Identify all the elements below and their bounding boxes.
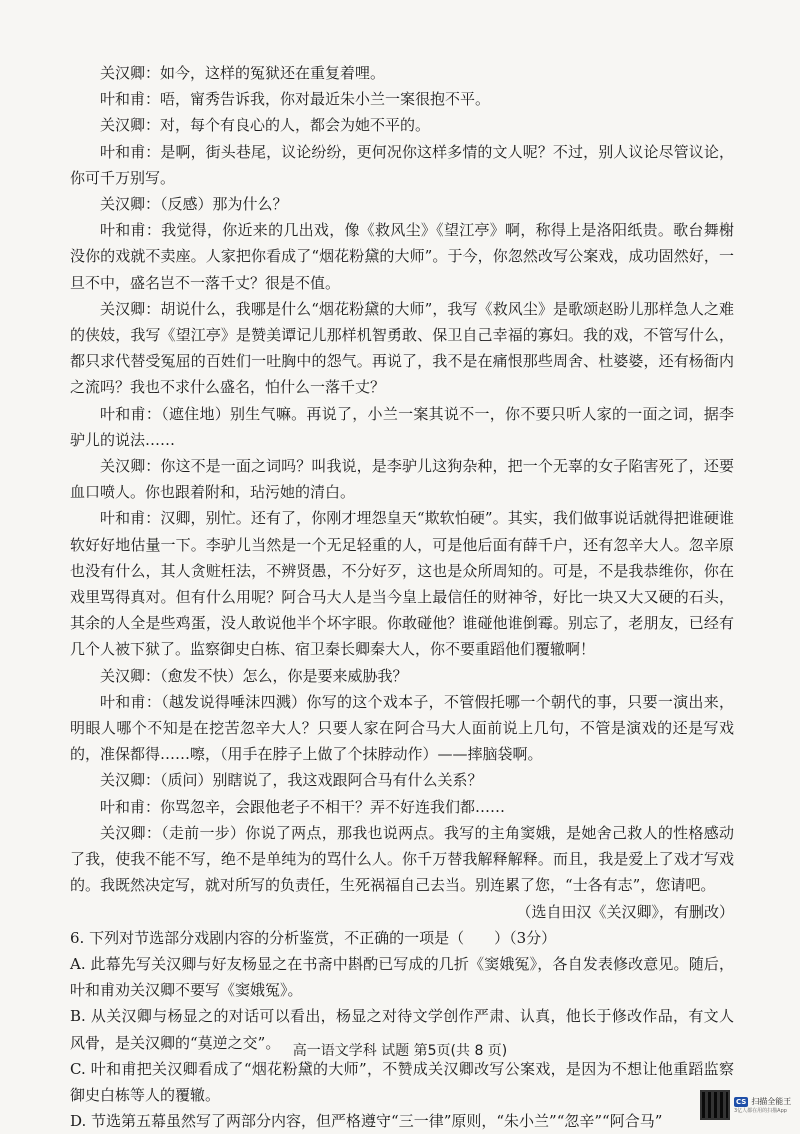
- option-text: 叶和甫把关汉卿看成了“烟花粉黛的大师”，不赞成关汉卿改写公案戏，是因为不想让他重蹈监察御史白栋等人的覆辙。: [70, 1059, 734, 1104]
- question-stem: 6. 下列对节选部分戏剧内容的分析鉴赏，不正确的一项是（ ）（3分）: [70, 928, 557, 947]
- dialogue-text: （遮住地）别生气嘛。再说了，小兰一案其说不一，你不要只听人家的一面之词，据李驴儿的说法……: [70, 404, 734, 449]
- dialogue-line: [70, 217, 734, 296]
- speaker-name: 叶和甫：: [100, 692, 162, 711]
- dialogue-text: （越发说得唾沫四溅）你写的这个戏本子，不管假托哪一个朝代的事，只要一演出来，明眼人哪个不知是在挖苦忽辛大人？只要人家在阿合马大人面前说上几句，不管是演戏的还是写戏的，准保都得……嚓，（用手在脖子上做了个抹脖动作）——摔脑袋啊。: [70, 692, 734, 764]
- source-citation: （选自田汉《关汉卿》，有删改）: [516, 902, 734, 921]
- dialogue-text: （愈发不快）怎么，你是要来威胁我？: [160, 666, 408, 685]
- speaker-name: 关汉卿：: [100, 299, 161, 318]
- dialogue-text: 汉卿，别忙。还有了，你刚才埋怨皇天“欺软怕硬”。其实，我们做事说话就得把谁硬谁软好好地估量一下。李驴儿当然是一个无足轻重的人，可是他后面有薛千户，还有忽辛大人。忽辛原也没有什么，其人贪赃枉法，不辨贤愚，不分好歹，这也是众所周知的。可是，不是我恭维你，你在戏里骂得真对。但有什么用呢？阿合马大人是当今皇上最信任的财神爷，好比一块又大又硬的石头，其余的人全是些鸡蛋，没人敢说他半个坏字眼。你敢碰他？谁碰他谁倒霉。别忘了，老朋友，已经有几个人被下狱了。监察御史白栋、宿卫秦长卿秦大人，你不要重蹈他们覆辙啊！: [70, 509, 734, 659]
- dialogue-line: [70, 689, 734, 768]
- option-text: 从关汉卿与杨显之的对话可以看出，杨显之对待文学创作严肃、认真，他长于修改作品，有文人风骨，是关汉卿的“莫逆之交”。: [70, 1007, 734, 1052]
- dialogue-line: [70, 505, 734, 662]
- dialogue-line: [70, 794, 734, 820]
- dialogue-text: 唔，甯秀告诉我，你对最近朱小兰一案很抱不平。: [160, 90, 491, 109]
- speaker-name: 叶和甫：: [100, 509, 161, 528]
- speaker-name: 叶和甫：: [100, 221, 162, 240]
- speaker-name: 关汉卿：: [100, 116, 161, 135]
- dialogue-text: 你这不是一面之词吗？叫我说，是李驴儿这狗杂种，把一个无辜的女子陷害死了，还要血口喷人。你也跟着附和，玷污她的清白。: [70, 457, 734, 502]
- speaker-name: 关汉卿：: [100, 64, 161, 82]
- speaker-name: 关汉卿：: [100, 666, 161, 685]
- dialogue-section: [70, 60, 734, 899]
- dialogue-text: （走前一步）你说了两点，那我也说两点。我写的主角窦娥，是她舍己救人的性格感动了我，使我不能不写，绝不是单纯为的骂什么人。你千万替我解释解释。而且，我是爱上了戏才写戏的。我既然决定写，就对所写的负责任，生死祸福自己去当。别连累了您，“士各有志”，您请吧。: [70, 823, 734, 895]
- dialogue-text: 你骂忽辛，会跟他老子不相干？弄不好连我们都……: [160, 797, 506, 816]
- option-text: 节选第五幕虽然写了两部分内容，但严格遵守“三一律”原则，“朱小兰”“忽辛”“阿合马”: [91, 1112, 663, 1131]
- dialogue-line: [70, 296, 734, 401]
- scanner-watermark: [700, 1087, 794, 1123]
- speaker-name: 叶和甫：: [100, 90, 161, 109]
- dialogue-line: [70, 191, 734, 217]
- speaker-name: 叶和甫：: [100, 142, 161, 161]
- dialogue-line: [70, 139, 734, 191]
- option-label: D.: [70, 1112, 87, 1131]
- dialogue-text: （反感）那为什么？: [160, 195, 288, 214]
- watermark-sub: 3亿人都在用的扫描App: [734, 1108, 787, 1114]
- dialogue-line: [70, 453, 734, 505]
- option-a: [70, 951, 734, 1003]
- dialogue-line: [70, 60, 734, 86]
- dialogue-text: 是啊，街头巷尾，议论纷纷，更何况你这样多情的文人呢？不过，别人议论尽管议论，你可千万别写。: [70, 142, 734, 187]
- dialogue-text: （质问）别瞎说了，我这戏跟阿合马有什么关系？: [160, 771, 483, 790]
- speaker-name: 关汉卿：: [100, 823, 162, 842]
- dialogue-text: 我觉得，你近来的几出戏，像《救风尘》《望江亭》啊，称得上是洛阳纸贵。歌台舞榭没你的戏就不卖座。人家把你看成了“烟花粉黛的大师”。于今，你忽然改写公案戏，成功固然好，一旦不中，盛名岂不一落千丈？很是不值。: [70, 221, 734, 292]
- qr-code-icon: [700, 1090, 730, 1120]
- dialogue-text: 如今，这样的冤狱还在重复着哩。: [160, 64, 386, 82]
- speaker-name: 关汉卿：: [100, 457, 161, 476]
- dialogue-text: 胡说什么，我哪是什么“烟花粉黛的大师”，我写《救风尘》是歌颂赵盼儿那样急人之难的侠妓，我写《望江亭》是赞美谭记儿那样机智勇敢、保卫自己幸福的寡妇。我的戏，不管写什么，都只求代替受冤屈的百姓们一吐胸中的怨气。再说了，我不是在痛恨那些周舍、杜婆婆，还有杨衙内之流吗？我也不求什么盛名，怕什么一落千丈？: [70, 299, 734, 397]
- option-text: 此幕先写关汉卿与好友杨显之在书斋中斟酌已写成的几折《窦娥冤》，各自发表修改意见。随后，叶和甫劝关汉卿不要写《窦娥冤》。: [70, 954, 734, 1000]
- option-label: B.: [70, 1007, 86, 1026]
- cs-logo-icon: CS: [736, 1097, 747, 1106]
- page-footer: 高一语文学科 试题 第5页(共 8 页): [292, 1043, 508, 1059]
- speaker-name: 叶和甫：: [100, 797, 161, 816]
- speaker-name: 叶和甫：: [100, 404, 162, 423]
- dialogue-line: [70, 820, 734, 899]
- dialogue-line: [70, 401, 734, 453]
- dialogue-line: [70, 112, 734, 138]
- option-d: [70, 1108, 734, 1134]
- speaker-name: 关汉卿：: [100, 771, 161, 790]
- option-label: A.: [70, 954, 86, 973]
- dialogue-line: [70, 86, 734, 112]
- page-content: [70, 60, 734, 1134]
- option-c: [70, 1056, 734, 1108]
- dialogue-line: [70, 663, 734, 689]
- option-label: C.: [70, 1059, 86, 1078]
- dialogue-line: [70, 767, 734, 793]
- speaker-name: 关汉卿：: [100, 195, 161, 214]
- watermark-name: 扫描全能王: [751, 1097, 792, 1106]
- dialogue-text: 对，每个有良心的人，都会为她不平的。: [160, 116, 431, 135]
